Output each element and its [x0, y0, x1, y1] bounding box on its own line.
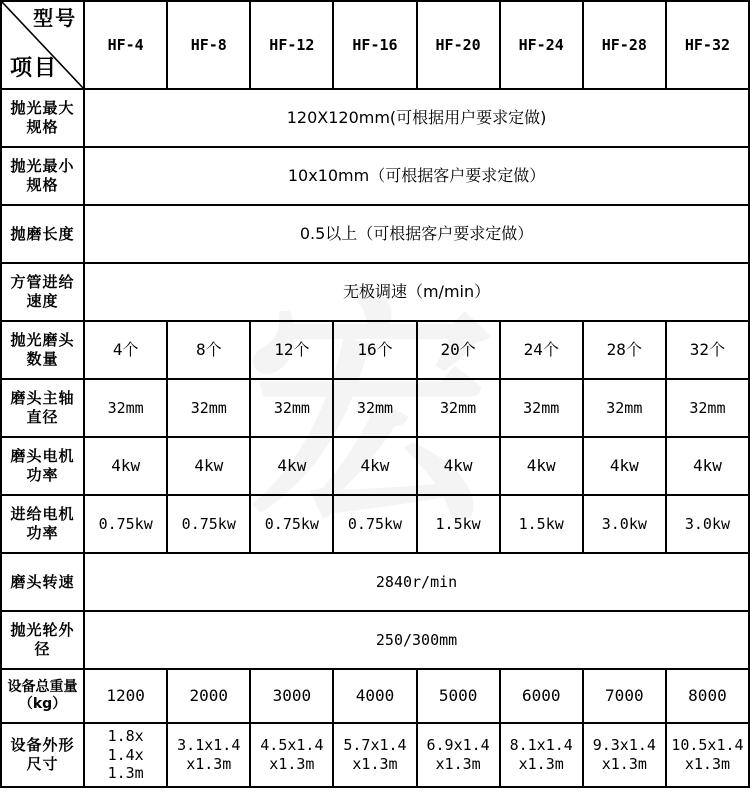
row-label: 磨头电机功率: [1, 437, 84, 495]
model-column-header: HF-24: [500, 1, 583, 89]
row-cell: 4000: [333, 669, 416, 723]
row-cell: 32mm: [250, 379, 333, 437]
row-cell: 4kw: [250, 437, 333, 495]
row-cell: 32mm: [666, 379, 749, 437]
row-cell: 16个: [333, 321, 416, 379]
row-label: 设备外形尺寸: [1, 723, 84, 787]
row-cell: 4kw: [500, 437, 583, 495]
row-cell: 24个: [500, 321, 583, 379]
row-cell: 10.5x1.4 x1.3m: [666, 723, 749, 787]
row-label: 方管进给速度: [1, 263, 84, 321]
row-value-merged: 2840r/min: [84, 553, 749, 611]
row-cell: 0.75kw: [250, 495, 333, 553]
model-column-header: HF-28: [583, 1, 666, 89]
model-column-header: HF-20: [417, 1, 500, 89]
row-cell: 8.1x1.4 x1.3m: [500, 723, 583, 787]
row-label: 进给电机功率: [1, 495, 84, 553]
row-cell: 0.75kw: [167, 495, 250, 553]
table-row: [1, 379, 749, 437]
row-value-merged: 0.5以上（可根据客户要求定做）: [84, 205, 749, 263]
row-cell: 1.8x 1.4x 1.3m: [84, 723, 167, 787]
row-cell: 2000: [167, 669, 250, 723]
row-label: 磨头主轴直径: [1, 379, 84, 437]
row-cell: 12个: [250, 321, 333, 379]
row-cell: 32个: [666, 321, 749, 379]
row-cell: 32mm: [583, 379, 666, 437]
model-column-header: HF-12: [250, 1, 333, 89]
row-cell: 20个: [417, 321, 500, 379]
row-cell: 3.1x1.4 x1.3m: [167, 723, 250, 787]
model-column-header: HF-16: [333, 1, 416, 89]
row-cell: 32mm: [417, 379, 500, 437]
table-row: [1, 495, 749, 553]
table-row: [1, 263, 749, 321]
row-label: 磨头转速: [1, 553, 84, 611]
table-header-row: [1, 1, 749, 89]
table-row: [1, 669, 749, 723]
row-value-merged: 无极调速（m/min）: [84, 263, 749, 321]
row-value-merged: 10x10mm（可根据客户要求定做）: [84, 147, 749, 205]
model-column-header: HF-4: [84, 1, 167, 89]
table-row: [1, 89, 749, 147]
model-column-header: HF-32: [666, 1, 749, 89]
row-cell: 1200: [84, 669, 167, 723]
row-label: 抛磨长度: [1, 205, 84, 263]
row-cell: 8000: [666, 669, 749, 723]
row-cell: 4kw: [333, 437, 416, 495]
row-label: 抛光最大规格: [1, 89, 84, 147]
row-cell: 4kw: [666, 437, 749, 495]
model-column-header: HF-8: [167, 1, 250, 89]
row-cell: 3.0kw: [666, 495, 749, 553]
row-cell: 32mm: [333, 379, 416, 437]
row-value-merged: 120X120mm(可根据用户要求定做): [84, 89, 749, 147]
table-row: [1, 553, 749, 611]
row-cell: 9.3x1.4 x1.3m: [583, 723, 666, 787]
row-value-merged: 250/300mm: [84, 611, 749, 669]
header-model-label: 型号: [33, 6, 78, 30]
row-cell: 4.5x1.4 x1.3m: [250, 723, 333, 787]
row-label: 抛光轮外径: [1, 611, 84, 669]
table-row: [1, 147, 749, 205]
row-cell: 28个: [583, 321, 666, 379]
row-cell: 4kw: [84, 437, 167, 495]
table-row: [1, 321, 749, 379]
row-cell: 3.0kw: [583, 495, 666, 553]
table-row: [1, 723, 749, 787]
row-label: 设备总重量（kg）: [1, 669, 84, 723]
row-cell: 4kw: [417, 437, 500, 495]
row-cell: 3000: [250, 669, 333, 723]
row-cell: 4kw: [583, 437, 666, 495]
row-cell: 8个: [167, 321, 250, 379]
table-row: [1, 205, 749, 263]
row-label: 抛光磨头数量: [1, 321, 84, 379]
row-cell: 5000: [417, 669, 500, 723]
row-cell: 6.9x1.4 x1.3m: [417, 723, 500, 787]
row-cell: 1.5kw: [500, 495, 583, 553]
row-cell: 0.75kw: [333, 495, 416, 553]
table-row: [1, 437, 749, 495]
row-cell: 6000: [500, 669, 583, 723]
row-label: 抛光最小规格: [1, 147, 84, 205]
row-cell: 7000: [583, 669, 666, 723]
row-cell: 0.75kw: [84, 495, 167, 553]
row-cell: 4kw: [167, 437, 250, 495]
row-cell: 5.7x1.4 x1.3m: [333, 723, 416, 787]
row-cell: 4个: [84, 321, 167, 379]
row-cell: 32mm: [167, 379, 250, 437]
table-row: [1, 611, 749, 669]
row-cell: 32mm: [84, 379, 167, 437]
header-corner-cell: [1, 1, 84, 89]
row-cell: 1.5kw: [417, 495, 500, 553]
header-item-label: 项目: [10, 55, 59, 81]
row-cell: 32mm: [500, 379, 583, 437]
